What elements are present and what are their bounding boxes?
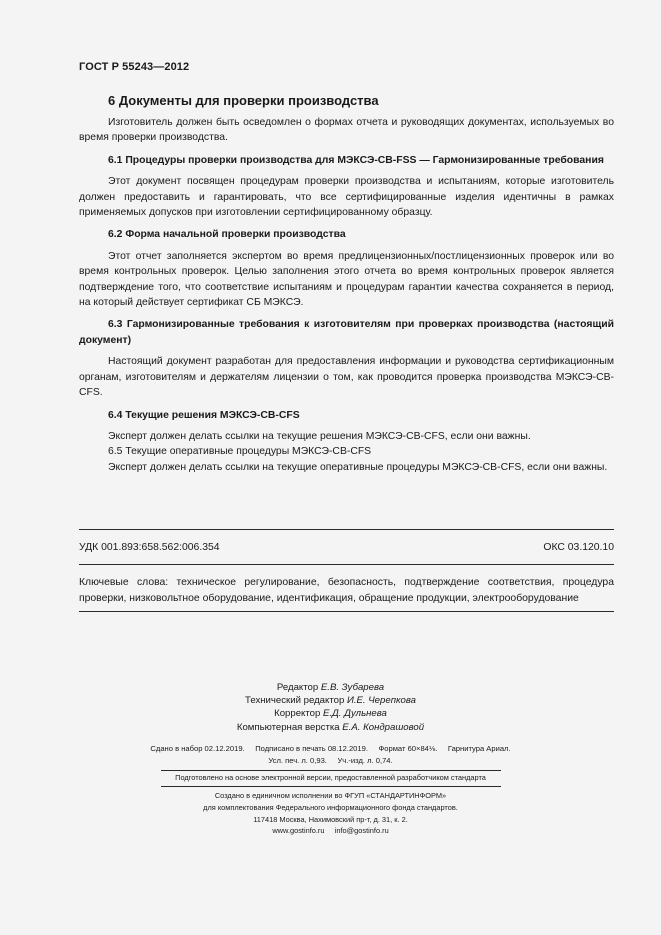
publisher-block [0,790,661,837]
imprint-divider-bottom [161,786,501,787]
publisher-line-1: Создано в единичном исполнении во ФГУП «СТАНДАРТИНФОРМ» [214,791,447,800]
prepared-note: Подготовлено на основе электронной версии, предоставленной разработчиком стандарта [175,773,486,782]
subsection-text-6-5: Эксперт должен делать ссылки на текущие оперативные процедуры МЭКСЭ-СВ-CFS, если они важны. [108,461,608,473]
imprint-line-1: Сдано в набор 02.12.2019. Подписано в печать 08.12.2019. Формат 60×84⅛. Гарнитура Ариал. [150,744,511,753]
divider-middle [79,564,614,565]
udc-code: УДК 001.893:658.562:006.354 [79,542,220,553]
keywords: Ключевые слова: техническое регулирование, безопасность, подтверждение соответствия, процедура проверки, низковольтное оборудование, идентификация, обращение продукции, электрооборудование [79,577,614,604]
credits-block [0,681,661,734]
imprint-line-2: Усл. печ. л. 0,93. Уч.-изд. л. 0,74. [268,755,393,765]
imprint-block [0,743,661,766]
main-content [79,93,614,475]
publisher-line-3: 117418 Москва, Нахимовский пр-т, д. 31, к. 2. [253,814,408,824]
standard-number: ГОСТ Р 55243—2012 [79,61,190,73]
credit-layout: Компьютерная верстка Е.А. Кондрашовой [236,721,425,733]
section-title: 6 Документы для проверки производства [108,93,379,108]
credit-tech-editor: Технический редактор И.Е. Черепкова [245,695,416,707]
subsection-text-6-1: Этот документ посвящен процедурам проверки производства и испытаниям, которые изготовитель должен предоставить и гарантировать, что все сертифицированные изделия идентичны в рамках применяемых допусков при изготовлении сертифицированному образцу. [79,176,614,219]
subsection-line-6-4: Эксперт должен делать ссылки на текущие решения МЭКСЭ-СВ-CFS, если они важны. [108,430,531,442]
subsection-line-6-5: 6.5 Текущие оперативные процедуры МЭКСЭ-СВ-CFS [108,446,372,458]
subsection-title-6-4: 6.4 Текущие решения МЭКСЭ-СВ-CFS [108,409,300,421]
divider-top [79,529,614,530]
credit-editor: Редактор Е.В. Зубарева [276,682,385,693]
oks-code: ОКС 03.120.10 [543,542,614,553]
publisher-line-4: www.gostinfo.ru info@gostinfo.ru [272,826,389,836]
imprint-divider-top [161,770,501,771]
subsection-title-6-3: 6.3 Гармонизированные требования к изготовителям при проверках производства (настоящий документ) [79,319,614,346]
credit-proofreader: Корректор Е.Д. Дульнева [274,708,387,720]
publisher-line-2: для комплектования Федерального информационного фонда стандартов. [203,802,458,812]
subsection-title-6-2: 6.2 Форма начальной проверки производства [108,229,346,241]
subsection-text-6-3: Настоящий документ разработан для предоставления информации и руководства сертификационным органам, изготовителям и держателям лицензии о том, как проводится проверка производства МЭКСЭ-СВ-CFS. [79,356,614,399]
divider-bottom [79,611,614,612]
subsection-text-6-2: Этот отчет заполняется экспертом во время предлицензионных/постлицензионных проверок или во время контрольных проверок. Целью заполнения этого отчета во время контрольных проверок является подтверждение того, что соответствие испытаниям и процедурам гарантии качества сохраняется в период, на который действует сертификат СБ МЭКСЭ. [79,250,614,309]
subsection-title-6-1: 6.1 Процедуры проверки производства для МЭКСЭ-СВ-FSS — Гармонизированные требования [108,154,604,166]
section-intro: Изготовитель должен быть осведомлен о формах отчета и руководящих документах, используемых во время проверки производства. [79,117,614,144]
